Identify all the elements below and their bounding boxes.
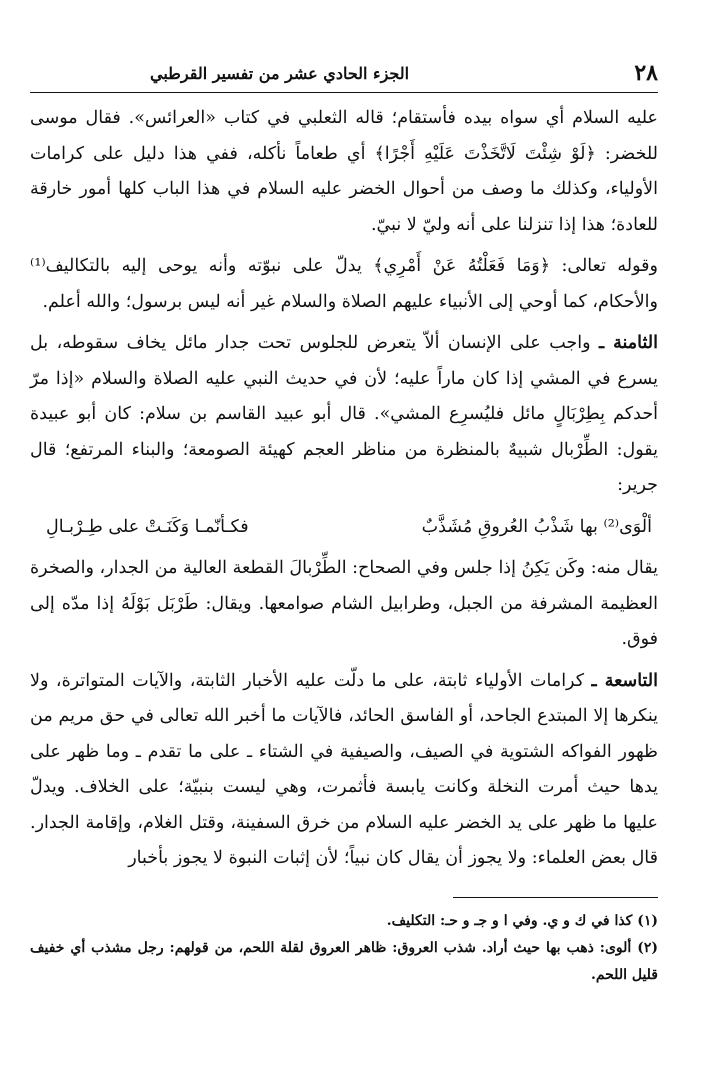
header-rule (30, 92, 658, 93)
paragraph-3 (30, 326, 658, 504)
paragraph-4: يقال منه: وكَن يَكِنُ إذا جلس وفي الصحاح: الطِّرْبالَ القطعة العالية من الجدار، والصخرة العظيمة المشرفة من الجبل، وطرابيل الشام صوامعها. ويقال: طَرْبَل بَوْلَهُ إذا مدّه إلى فوق. (30, 558, 658, 649)
paragraph-1: عليه السلام أي سواه بيده فأستقام؛ قاله الثعلبي في كتاب «العرائس». فقال موسى للخضر: ﴿لَوْ شِئْتَ لَاتَّخَذْتَ عَلَيْهِ أَجْرًا﴾ أي طعاماً نأكله، ففي هذا دليل على كرامات الأولياء، وكذلك ما وصف من أحوال الخضر عليه السلام في هذا الباب كلها أمور خارقة للعادة؛ هذا إذا تنزلنا على أنه وليّ لا نبيّ. (30, 108, 658, 235)
footnote-2: (٢) ألوى: ذهب بها حيث أراد. شذب العروق: ظاهر العروق لقلة اللحم، من قولهم: رجل مشذب أي خفيف قليل اللحم. (30, 939, 658, 983)
book-page (30, 58, 658, 1071)
running-title: الجزء الحادي عشر من تفسير القرطبي (150, 64, 410, 83)
footnote-1: (١) كذا في ك و ي. وفي ا و جـ و حـ: التكليف. (386, 912, 658, 929)
poetry-verse (30, 510, 658, 546)
paragraph-5-text: كرامات الأولياء ثابتة، على ما دلّت عليه الأخبار الثابتة، والآيات المتواترة، ولا ينكرها إلا المبتدع الجاحد، أو الفاسق الحائد، فالآيات ما أخبر الله تعالى في حق مريم من ظهور الفواكه الشتوية في الصيف، والصيفية في الشتاء ـ على ما تقدم ـ وما ظهر على يدها حيث أمرت النخلة وكانت يابسة فأثمرت، وهي ليست بنبيّة؛ على الخلاف. ويدلّ عليها ما ظهر على يد الخضر عليه السلام من خرق السفينة، وقتل الغلام، وإقامة الجدار. قال بعض العلماء: ولا يجوز أن يقال كان نبياً؛ لأن إثبات النبوة لا يجوز بأخبار (30, 670, 658, 868)
verse-second-hemistich: فكـأنّمـا وَكَنَـتْ على طِـرْبـالِ (46, 516, 249, 537)
page-number: ٢٨ (634, 60, 658, 86)
footnotes (30, 908, 658, 989)
body-text (30, 101, 658, 877)
section-lead-ninth: التاسعة ـ (591, 670, 658, 691)
paragraph-5 (30, 664, 658, 877)
section-lead-eighth: الثامنة ـ (599, 333, 658, 353)
footnote-rule (453, 897, 658, 898)
page-header (30, 58, 658, 86)
paragraph-2: وقوله تعالى: ﴿وَمَا فَعَلْتُهُ عَنْ أَمْرِي﴾ يدلّ على نبوّته وأنه يوحى إليه بالتكاليف⁽¹⁾ والأحكام، كما أوحي إلى الأنبياء عليهم الصلاة والسلام غير أنه ليس برسول؛ والله أعلم. (30, 256, 658, 312)
paragraph-3-text: واجب على الإنسان ألاّ يتعرض للجلوس تحت جدار مائل يخاف سقوطه، بل يسرع في المشي إذا كان ماراً عليه؛ لأن في حديث النبي عليه الصلاة والسلام «إذا مرّ أحدكم بِطِرْبَالٍ مائل فليُسرِع المشي». قال أبو عبيد القاسم بن سلام: كان أبو عبيدة يقول: الطِّرْبال شبيهٌ بالمنظرة من مناظر العجم كهيئة الصومعة؛ والبناء المرتفع؛ قال جرير: (30, 333, 658, 495)
verse-first-hemistich: ألْوَى⁽²⁾ بها شَذْبُ العُروقِ مُشَذَّبٌ (421, 516, 652, 537)
